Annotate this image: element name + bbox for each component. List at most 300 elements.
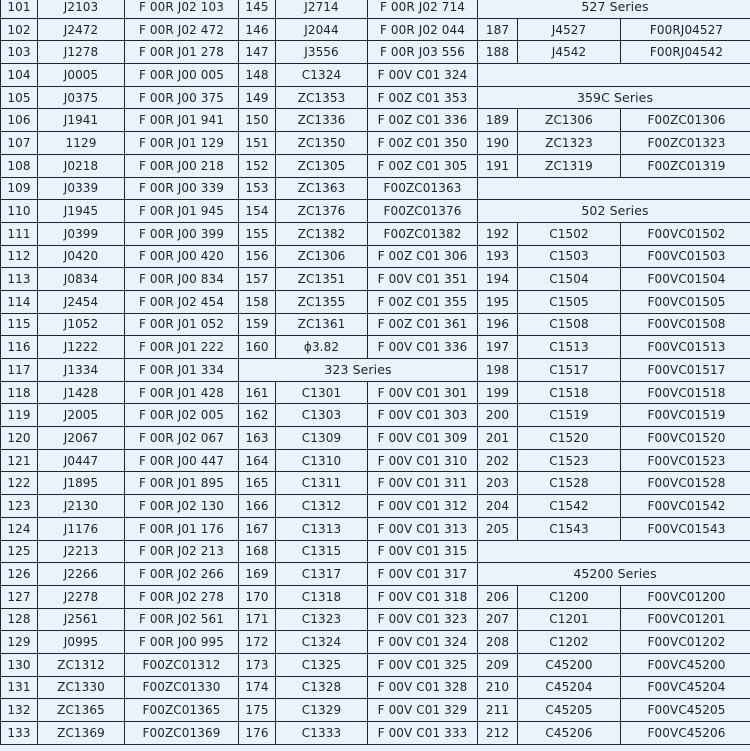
model-cell: J1334 — [38, 359, 125, 382]
item-number-cell: 119 — [1, 404, 38, 427]
model-cell: J1052 — [38, 313, 125, 336]
part-number-cell: F 00V C01 324 — [368, 631, 478, 654]
table-row — [1, 653, 750, 676]
model-cell: ZC1369 — [38, 722, 125, 745]
part-number-cell: F00VC01519 — [621, 404, 750, 427]
part-number-cell: F 00V C01 315 — [368, 540, 478, 563]
part-number-cell: F00RJ04527 — [621, 18, 750, 41]
item-number-cell: 195 — [478, 290, 518, 313]
part-number-cell: F 00R J00 447 — [125, 449, 239, 472]
item-number-cell: 105 — [1, 86, 38, 109]
item-number-cell: 194 — [478, 268, 518, 291]
item-number-cell: 202 — [478, 449, 518, 472]
part-number-cell: F 00R J00 375 — [125, 86, 239, 109]
part-number-cell: F00VC45206 — [621, 722, 750, 745]
item-number-cell: 210 — [478, 676, 518, 699]
model-cell: C1523 — [518, 449, 621, 472]
part-number-cell: F00ZC01319 — [621, 154, 750, 177]
item-number-cell: 160 — [239, 336, 276, 359]
part-number-cell: F00ZC01365 — [125, 699, 239, 722]
model-cell: C1315 — [276, 540, 368, 563]
item-number-cell: 131 — [1, 676, 38, 699]
model-cell: C1513 — [518, 336, 621, 359]
model-cell: C1503 — [518, 245, 621, 268]
series-header: 45200 Series — [478, 563, 750, 586]
part-number-cell: F 00Z C01 355 — [368, 290, 478, 313]
series-header: 502 Series — [478, 200, 750, 223]
model-cell: J1895 — [38, 472, 125, 495]
part-number-cell: F00VC01543 — [621, 517, 750, 540]
table-row — [1, 449, 750, 472]
model-cell: J0375 — [38, 86, 125, 109]
part-number-cell: F00VC45205 — [621, 699, 750, 722]
part-number-cell: F00VC01513 — [621, 336, 750, 359]
item-number-cell: 153 — [239, 177, 276, 200]
model-cell: C1201 — [518, 608, 621, 631]
part-number-cell: F 00R J02 130 — [125, 495, 239, 518]
part-number-cell: F 00V C01 303 — [368, 404, 478, 427]
table-row — [1, 404, 750, 427]
table-row — [1, 86, 750, 109]
model-cell: C45206 — [518, 722, 621, 745]
model-cell: ZC1330 — [38, 676, 125, 699]
model-cell: ZC1365 — [38, 699, 125, 722]
part-number-cell: F 00R J00 995 — [125, 631, 239, 654]
item-number-cell: 189 — [478, 109, 518, 132]
table-row — [1, 268, 750, 291]
table-row — [1, 608, 750, 631]
table-row — [1, 200, 750, 223]
part-number-cell: F00VC01528 — [621, 472, 750, 495]
item-number-cell: 148 — [239, 64, 276, 87]
model-cell: ZC1336 — [276, 109, 368, 132]
part-number-cell: F 00V C01 336 — [368, 336, 478, 359]
item-number-cell: 103 — [1, 41, 38, 64]
model-cell: C1325 — [276, 653, 368, 676]
model-cell: ZC1382 — [276, 222, 368, 245]
part-number-cell: F 00V C01 325 — [368, 653, 478, 676]
item-number-cell: 126 — [1, 563, 38, 586]
model-cell: C1200 — [518, 585, 621, 608]
table-row — [1, 64, 750, 87]
item-number-cell: 209 — [478, 653, 518, 676]
part-number-cell: F 00R J02 472 — [125, 18, 239, 41]
model-cell: C1324 — [276, 631, 368, 654]
table-row — [1, 245, 750, 268]
part-number-cell: F 00V C01 329 — [368, 699, 478, 722]
model-cell: C1202 — [518, 631, 621, 654]
part-number-cell: F 00R J02 044 — [368, 18, 478, 41]
item-number-cell: 110 — [1, 200, 38, 223]
item-number-cell: 125 — [1, 540, 38, 563]
item-number-cell: 187 — [478, 18, 518, 41]
part-number-cell: F00ZC01323 — [621, 132, 750, 155]
part-number-cell: F00ZC01306 — [621, 109, 750, 132]
model-cell: C1313 — [276, 517, 368, 540]
model-cell: C1518 — [518, 381, 621, 404]
table-row — [1, 154, 750, 177]
item-number-cell: 161 — [239, 381, 276, 404]
item-number-cell: 149 — [239, 86, 276, 109]
part-number-cell: F 00Z C01 361 — [368, 313, 478, 336]
item-number-cell: 154 — [239, 200, 276, 223]
model-cell: J2044 — [276, 18, 368, 41]
table-row — [1, 722, 750, 745]
model-cell: J0339 — [38, 177, 125, 200]
part-number-cell: F 00V C01 333 — [368, 722, 478, 745]
part-number-cell: F00VC01202 — [621, 631, 750, 654]
model-cell: J0399 — [38, 222, 125, 245]
item-number-cell: 150 — [239, 109, 276, 132]
item-number-cell: 193 — [478, 245, 518, 268]
item-number-cell: 112 — [1, 245, 38, 268]
part-number-cell: F 00R J02 005 — [125, 404, 239, 427]
item-number-cell: 168 — [239, 540, 276, 563]
model-cell: 1129 — [38, 132, 125, 155]
item-number-cell: 212 — [478, 722, 518, 745]
part-number-cell: F00VC01523 — [621, 449, 750, 472]
item-number-cell: 132 — [1, 699, 38, 722]
part-number-cell: F 00R J02 103 — [125, 0, 239, 18]
item-number-cell: 174 — [239, 676, 276, 699]
model-cell: J0447 — [38, 449, 125, 472]
part-number-cell: F00VC01505 — [621, 290, 750, 313]
part-number-cell: F 00R J02 714 — [368, 0, 478, 18]
part-number-cell: F00VC01200 — [621, 585, 750, 608]
part-number-cell: F 00Z C01 336 — [368, 109, 478, 132]
item-number-cell: 104 — [1, 64, 38, 87]
item-number-cell: 102 — [1, 18, 38, 41]
part-number-cell: F 00R J00 005 — [125, 64, 239, 87]
item-number-cell: 167 — [239, 517, 276, 540]
part-number-cell: F 00V C01 312 — [368, 495, 478, 518]
part-number-cell: F00VC01520 — [621, 427, 750, 450]
part-number-cell: F00VC01502 — [621, 222, 750, 245]
table-row — [1, 427, 750, 450]
item-number-cell: 207 — [478, 608, 518, 631]
model-cell: ZC1353 — [276, 86, 368, 109]
part-number-cell: F00VC01201 — [621, 608, 750, 631]
empty-cell — [478, 177, 750, 200]
item-number-cell: 156 — [239, 245, 276, 268]
item-number-cell: 169 — [239, 563, 276, 586]
item-number-cell: 162 — [239, 404, 276, 427]
part-number-cell: F 00R J01 945 — [125, 200, 239, 223]
item-number-cell: 123 — [1, 495, 38, 518]
model-cell: J2714 — [276, 0, 368, 18]
table-row — [1, 290, 750, 313]
series-header: 323 Series — [239, 359, 478, 382]
item-number-cell: 122 — [1, 472, 38, 495]
part-number-cell: F00ZC01363 — [368, 177, 478, 200]
item-number-cell: 175 — [239, 699, 276, 722]
part-number-cell: F00VC01504 — [621, 268, 750, 291]
item-number-cell: 204 — [478, 495, 518, 518]
item-number-cell: 120 — [1, 427, 38, 450]
empty-cell — [478, 64, 750, 87]
part-number-cell: F 00R J02 213 — [125, 540, 239, 563]
item-number-cell: 157 — [239, 268, 276, 291]
model-cell: J2561 — [38, 608, 125, 631]
part-number-cell: F 00R J01 895 — [125, 472, 239, 495]
item-number-cell: 196 — [478, 313, 518, 336]
model-cell: J2067 — [38, 427, 125, 450]
part-number-cell: F 00V C01 313 — [368, 517, 478, 540]
part-number-cell: F00RJ04542 — [621, 41, 750, 64]
item-number-cell: 108 — [1, 154, 38, 177]
model-cell: C1301 — [276, 381, 368, 404]
part-number-cell: F00VC01503 — [621, 245, 750, 268]
item-number-cell: 205 — [478, 517, 518, 540]
model-cell: C1303 — [276, 404, 368, 427]
table-row — [1, 0, 750, 18]
item-number-cell: 146 — [239, 18, 276, 41]
model-cell: J0995 — [38, 631, 125, 654]
model-cell: J4527 — [518, 18, 621, 41]
model-cell: C45204 — [518, 676, 621, 699]
model-cell: ZC1319 — [518, 154, 621, 177]
part-number-cell: F 00V C01 323 — [368, 608, 478, 631]
item-number-cell: 190 — [478, 132, 518, 155]
item-number-cell: 165 — [239, 472, 276, 495]
item-number-cell: 133 — [1, 722, 38, 745]
model-cell: ZC1361 — [276, 313, 368, 336]
part-number-cell: F00VC01518 — [621, 381, 750, 404]
model-cell: J1941 — [38, 109, 125, 132]
part-number-cell: F00VC01517 — [621, 359, 750, 382]
item-number-cell: 171 — [239, 608, 276, 631]
model-cell: J1176 — [38, 517, 125, 540]
item-number-cell: 206 — [478, 585, 518, 608]
part-number-cell: F 00V C01 324 — [368, 64, 478, 87]
item-number-cell: 203 — [478, 472, 518, 495]
table-row — [1, 359, 750, 382]
part-number-cell: F 00R J03 556 — [368, 41, 478, 64]
model-cell: C1333 — [276, 722, 368, 745]
part-number-cell: F 00V C01 310 — [368, 449, 478, 472]
part-number-cell: F 00V C01 328 — [368, 676, 478, 699]
item-number-cell: 121 — [1, 449, 38, 472]
model-cell: C1508 — [518, 313, 621, 336]
table-row — [1, 336, 750, 359]
item-number-cell: 111 — [1, 222, 38, 245]
model-cell: J2266 — [38, 563, 125, 586]
table-row — [1, 18, 750, 41]
model-cell: ZC1355 — [276, 290, 368, 313]
part-number-cell: F00ZC01312 — [125, 653, 239, 676]
part-number-cell: F00VC01542 — [621, 495, 750, 518]
part-number-cell: F 00R J00 834 — [125, 268, 239, 291]
part-number-cell: F 00R J01 428 — [125, 381, 239, 404]
item-number-cell: 198 — [478, 359, 518, 382]
model-cell: J1278 — [38, 41, 125, 64]
part-number-cell: F00VC01508 — [621, 313, 750, 336]
item-number-cell: 170 — [239, 585, 276, 608]
part-number-cell: F00ZC01330 — [125, 676, 239, 699]
part-number-cell: F 00R J01 941 — [125, 109, 239, 132]
item-number-cell: 197 — [478, 336, 518, 359]
model-cell: C1542 — [518, 495, 621, 518]
model-cell: J2472 — [38, 18, 125, 41]
item-number-cell: 199 — [478, 381, 518, 404]
item-number-cell: 114 — [1, 290, 38, 313]
model-cell: C1318 — [276, 585, 368, 608]
part-number-cell: F00VC45200 — [621, 653, 750, 676]
part-number-cell: F 00R J00 399 — [125, 222, 239, 245]
item-number-cell: 106 — [1, 109, 38, 132]
model-cell: J2103 — [38, 0, 125, 18]
model-cell: C1517 — [518, 359, 621, 382]
table-row — [1, 540, 750, 563]
item-number-cell: 107 — [1, 132, 38, 155]
part-number-cell: F00ZC01376 — [368, 200, 478, 223]
model-cell: ZC1306 — [276, 245, 368, 268]
part-number-cell: F 00Z C01 306 — [368, 245, 478, 268]
item-number-cell: 155 — [239, 222, 276, 245]
model-cell: C1311 — [276, 472, 368, 495]
item-number-cell: 113 — [1, 268, 38, 291]
model-cell: J2213 — [38, 540, 125, 563]
model-cell: C1528 — [518, 472, 621, 495]
model-cell: ϕ3.82 — [276, 336, 368, 359]
table-row — [1, 517, 750, 540]
model-cell: J1945 — [38, 200, 125, 223]
model-cell: J3556 — [276, 41, 368, 64]
model-cell: ZC1306 — [518, 109, 621, 132]
model-cell: ZC1305 — [276, 154, 368, 177]
part-number-cell: F 00Z C01 350 — [368, 132, 478, 155]
item-number-cell: 188 — [478, 41, 518, 64]
model-cell: J0005 — [38, 64, 125, 87]
model-cell: J2005 — [38, 404, 125, 427]
table-row — [1, 472, 750, 495]
model-cell: C1309 — [276, 427, 368, 450]
part-number-cell: F 00V C01 318 — [368, 585, 478, 608]
part-number-cell: F 00R J01 176 — [125, 517, 239, 540]
table-row — [1, 699, 750, 722]
item-number-cell: 129 — [1, 631, 38, 654]
part-number-cell: F 00R J02 278 — [125, 585, 239, 608]
model-cell: C1543 — [518, 517, 621, 540]
item-number-cell: 152 — [239, 154, 276, 177]
table-row — [1, 177, 750, 200]
table-row — [1, 313, 750, 336]
model-cell: J2278 — [38, 585, 125, 608]
model-cell: ZC1351 — [276, 268, 368, 291]
part-number-cell: F 00R J02 067 — [125, 427, 239, 450]
item-number-cell: 147 — [239, 41, 276, 64]
item-number-cell: 158 — [239, 290, 276, 313]
part-number-cell: F 00R J01 278 — [125, 41, 239, 64]
item-number-cell: 117 — [1, 359, 38, 382]
item-number-cell: 163 — [239, 427, 276, 450]
model-cell: J0420 — [38, 245, 125, 268]
model-cell: C1520 — [518, 427, 621, 450]
model-cell: C1505 — [518, 290, 621, 313]
part-number-cell: F00ZC01369 — [125, 722, 239, 745]
item-number-cell: 127 — [1, 585, 38, 608]
model-cell: ZC1350 — [276, 132, 368, 155]
model-cell: J2130 — [38, 495, 125, 518]
part-number-cell: F 00R J00 420 — [125, 245, 239, 268]
part-number-cell: F 00V C01 309 — [368, 427, 478, 450]
model-cell: C1502 — [518, 222, 621, 245]
table-row — [1, 222, 750, 245]
item-number-cell: 211 — [478, 699, 518, 722]
item-number-cell: 201 — [478, 427, 518, 450]
item-number-cell: 116 — [1, 336, 38, 359]
model-cell: ZC1323 — [518, 132, 621, 155]
item-number-cell: 173 — [239, 653, 276, 676]
part-number-cell: F 00V C01 301 — [368, 381, 478, 404]
model-cell: J1222 — [38, 336, 125, 359]
table-row — [1, 381, 750, 404]
model-cell: C1312 — [276, 495, 368, 518]
model-cell: C1519 — [518, 404, 621, 427]
item-number-cell: 191 — [478, 154, 518, 177]
part-number-cell: F 00V C01 317 — [368, 563, 478, 586]
part-number-cell: F 00R J01 222 — [125, 336, 239, 359]
table-row — [1, 132, 750, 155]
table-row — [1, 495, 750, 518]
model-cell: C45200 — [518, 653, 621, 676]
item-number-cell: 166 — [239, 495, 276, 518]
part-number-cell: F 00R J02 266 — [125, 563, 239, 586]
model-cell: J2454 — [38, 290, 125, 313]
model-cell: J4542 — [518, 41, 621, 64]
model-cell: C1329 — [276, 699, 368, 722]
item-number-cell: 109 — [1, 177, 38, 200]
item-number-cell: 151 — [239, 132, 276, 155]
item-number-cell: 101 — [1, 0, 38, 18]
item-number-cell: 145 — [239, 0, 276, 18]
item-number-cell: 159 — [239, 313, 276, 336]
part-number-cell: F 00R J02 454 — [125, 290, 239, 313]
item-number-cell: 172 — [239, 631, 276, 654]
model-cell: C1328 — [276, 676, 368, 699]
part-number-cell: F 00R J00 218 — [125, 154, 239, 177]
model-cell: J1428 — [38, 381, 125, 404]
item-number-cell: 176 — [239, 722, 276, 745]
part-number-cell: F 00Z C01 305 — [368, 154, 478, 177]
part-number-cell: F 00V C01 311 — [368, 472, 478, 495]
part-number-cell: F00ZC01382 — [368, 222, 478, 245]
part-number-cell: F 00Z C01 353 — [368, 86, 478, 109]
series-header: 527 Series — [478, 0, 750, 18]
model-cell: C1324 — [276, 64, 368, 87]
model-cell: C45205 — [518, 699, 621, 722]
part-number-cell: F 00R J00 339 — [125, 177, 239, 200]
item-number-cell: 164 — [239, 449, 276, 472]
model-cell: ZC1376 — [276, 200, 368, 223]
item-number-cell: 115 — [1, 313, 38, 336]
item-number-cell: 200 — [478, 404, 518, 427]
model-cell: C1317 — [276, 563, 368, 586]
item-number-cell: 208 — [478, 631, 518, 654]
series-header: 359C Series — [478, 86, 750, 109]
item-number-cell: 124 — [1, 517, 38, 540]
model-cell: C1310 — [276, 449, 368, 472]
item-number-cell: 192 — [478, 222, 518, 245]
table-row — [1, 109, 750, 132]
empty-cell — [478, 540, 750, 563]
part-number-cell: F 00V C01 351 — [368, 268, 478, 291]
model-cell: C1504 — [518, 268, 621, 291]
table-row — [1, 676, 750, 699]
model-cell: C1323 — [276, 608, 368, 631]
table-row — [1, 585, 750, 608]
table-row — [1, 41, 750, 64]
